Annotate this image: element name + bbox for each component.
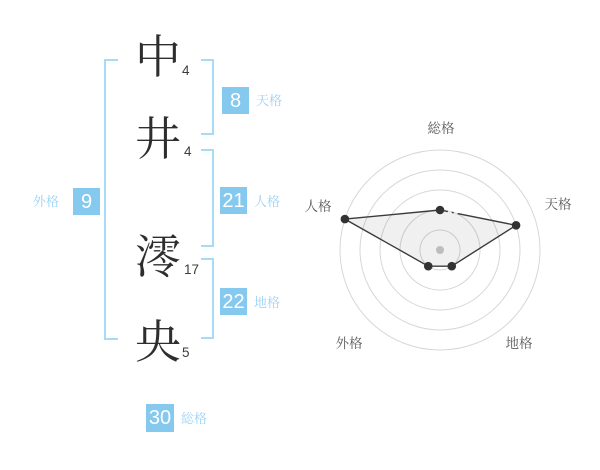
jinkaku-label: 人格 (254, 194, 281, 209)
name-char-3: 澪 (135, 231, 181, 283)
jinkaku-bracket (201, 149, 214, 247)
radar-label-chikaku: 地格 (505, 336, 533, 351)
stroke-count-1: 4 (182, 63, 190, 78)
stroke-count-4: 5 (182, 345, 190, 360)
gaikaku-bracket (104, 59, 118, 340)
tenkaku-label: 天格 (256, 93, 283, 108)
jinkaku-value-box: 21 (220, 187, 247, 214)
radar-data-point (447, 262, 456, 271)
tenkaku-bracket (201, 59, 214, 135)
name-char-2: 井 (135, 113, 181, 165)
radar-label-soukaku: 総格 (427, 121, 455, 136)
name-char-4: 央 (135, 316, 181, 368)
radar-label-tenkaku: 天格 (544, 197, 572, 212)
tenkaku-value-box: 8 (222, 87, 249, 114)
radar-area (345, 210, 516, 266)
gaikaku-label: 外格 (33, 194, 60, 209)
gaikaku-value-box: 9 (73, 188, 100, 215)
chikaku-bracket (201, 258, 214, 339)
chikaku-label: 地格 (254, 295, 281, 310)
radar-data-point (424, 262, 433, 271)
radar-data-point (341, 215, 350, 224)
name-char-1: 中 (135, 31, 181, 83)
soukaku-label: 総格 (181, 411, 208, 426)
soukaku-value-box: 30 (146, 404, 174, 432)
stroke-count-2: 4 (184, 144, 192, 159)
radar-chart (290, 100, 590, 400)
radar-label-jinkaku: 人格 (304, 199, 332, 214)
radar-center-dot (436, 246, 444, 254)
radar-label-gaikaku: 外格 (335, 336, 363, 351)
radar-geometry (340, 150, 540, 350)
stroke-count-3: 17 (184, 262, 200, 277)
chikaku-value-box: 22 (220, 288, 247, 315)
radar-data-point (512, 221, 521, 230)
radar-data-point (436, 206, 445, 215)
